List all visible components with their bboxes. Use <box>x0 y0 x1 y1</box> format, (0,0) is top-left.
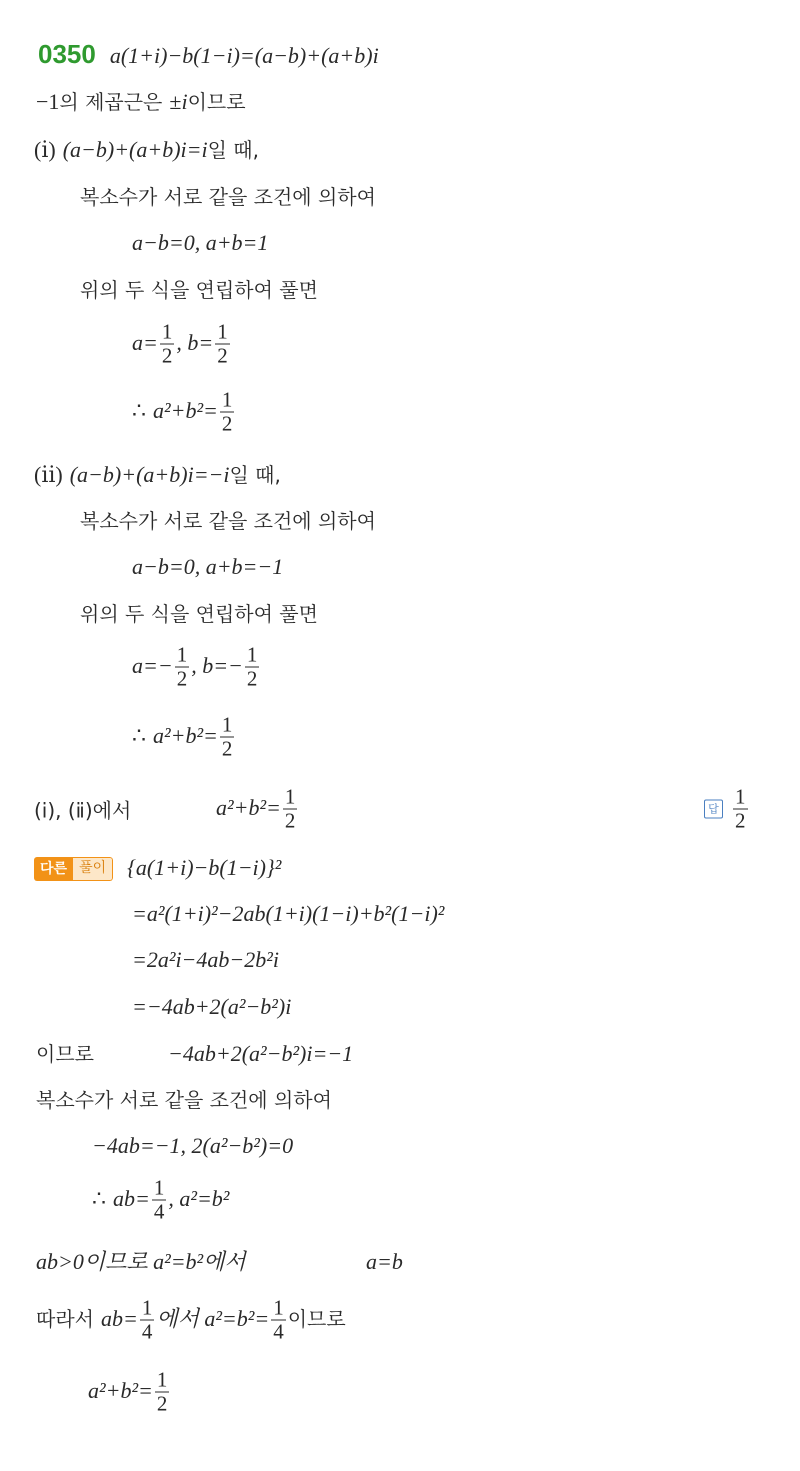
sqrt-statement: −1의 제곱근은 ±i이므로 <box>36 89 246 114</box>
fraction: $\frac{1}{2}$ <box>735 784 746 833</box>
fraction: $\frac{1}{2}$ <box>246 642 258 691</box>
case1-solution: a= $\frac{1}{2}$ , b= $\frac{1}{2}$ <box>132 319 228 368</box>
problem-number: 0350 <box>38 39 96 69</box>
case1-equations: a−b=0, a+b=1 <box>132 230 269 255</box>
case2-solve-text: 위의 두 식을 연립하여 풀면 <box>80 602 318 626</box>
case2-label: (ⅱ) <box>34 462 63 487</box>
fraction: $\frac{1}{4}$ <box>141 1295 153 1344</box>
case1-condition: (ⅰ) (a−b)+(a+b)i=i일 때, <box>34 137 259 162</box>
alt-equations: −4ab=−1, 2(a²−b²)=0 <box>92 1133 294 1158</box>
alt-complex-equality: 복소수가 서로 같을 조건에 의하여 <box>36 1088 332 1112</box>
problem-header <box>38 40 379 71</box>
alt-step-4: =−4ab+2(a²−b²)i <box>132 994 292 1019</box>
case2-condition: (ⅱ) (a−b)+(a+b)i=−i일 때, <box>34 462 281 487</box>
alt-step-3: =2a²i−4ab−2b²i <box>132 947 279 972</box>
fraction: $\frac{1}{2}$ <box>221 387 233 436</box>
alt-step-2: =a²(1+i)²−2ab(1+i)(1−i)+b²(1−i)² <box>132 901 445 926</box>
therefore-symbol: ∴ <box>92 1186 106 1211</box>
answer <box>704 786 750 833</box>
fraction: $\frac{1}{4}$ <box>273 1295 284 1344</box>
alt-final-result: a²+b²= $\frac{1}{2}$ <box>88 1367 168 1416</box>
case1-result: ∴ a²+b²= $\frac{1}{2}$ <box>132 387 233 436</box>
therefore-symbol: ∴ <box>132 723 146 748</box>
alt-positive-result: a=b <box>366 1249 403 1274</box>
therefore-symbol: ∴ <box>132 398 146 423</box>
alt-since: 이므로 <box>36 1042 94 1066</box>
fraction: $\frac{1}{2}$ <box>161 319 173 368</box>
answer-icon: 답 <box>704 800 723 819</box>
alt-solution-header: 다른 풀이 {a(1+i)−b(1−i)}² <box>34 854 281 883</box>
fraction: $\frac{1}{2}$ <box>284 784 296 833</box>
alt-since-expression: −4ab+2(a²−b²)i=−1 <box>168 1041 354 1066</box>
conclusion: (ⅰ), (ⅱ)에서 <box>34 798 132 823</box>
alt-solution-badge: 다른 풀이 <box>34 857 113 881</box>
case2-solution: a=− $\frac{1}{2}$ , b=− $\frac{1}{2}$ <box>132 642 258 691</box>
expansion-equation: a(1+i)−b(1−i)=(a−b)+(a+b)i <box>109 43 379 68</box>
case2-equations: a−b=0, a+b=−1 <box>132 554 284 579</box>
case2-complex-equality: 복소수가 서로 같을 조건에 의하여 <box>80 509 376 533</box>
fraction: $\frac{1}{4}$ <box>153 1175 165 1224</box>
case1-label: (ⅰ) <box>34 137 56 162</box>
alt-positive-condition: ab>0이므로 a²=b²에서 <box>36 1249 246 1274</box>
case1-complex-equality: 복소수가 서로 같을 조건에 의하여 <box>80 185 376 209</box>
conclusion-expression: a²+b²= $\frac{1}{2}$ <box>216 784 296 833</box>
case1-solve-text: 위의 두 식을 연립하여 풀면 <box>80 278 318 302</box>
fraction: $\frac{1}{2}$ <box>221 712 233 761</box>
case2-result: ∴ a²+b²= $\frac{1}{2}$ <box>132 712 233 761</box>
alt-ab-result: ∴ ab= $\frac{1}{4}$ , a²=b² <box>92 1175 230 1224</box>
alt-follow: 따라서 ab= $\frac{1}{4}$ 에서 a²=b²= $\frac{1}{4}$ 이므로 <box>36 1295 346 1344</box>
fraction: $\frac{1}{2}$ <box>176 642 188 691</box>
fraction: $\frac{1}{2}$ <box>217 319 228 368</box>
fraction: $\frac{1}{2}$ <box>156 1367 168 1416</box>
